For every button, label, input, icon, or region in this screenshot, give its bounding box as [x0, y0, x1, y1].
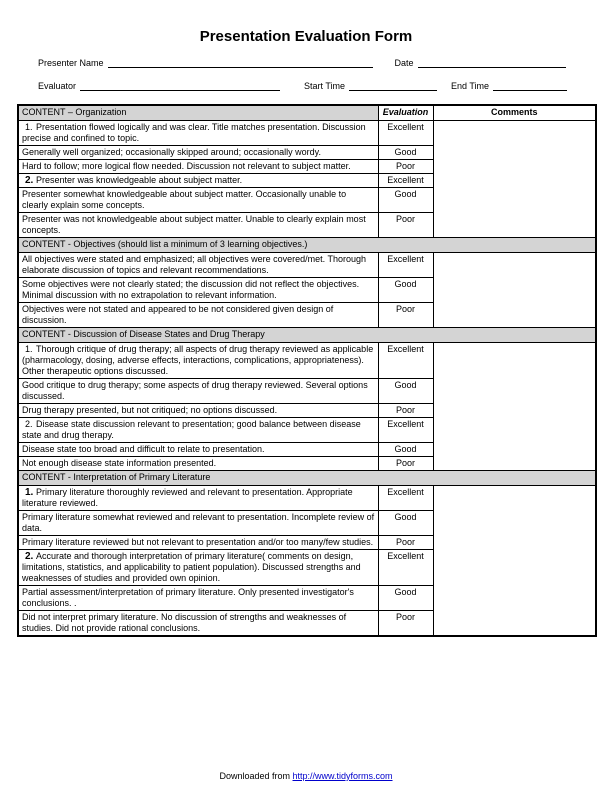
- criteria-text-cell: [18, 121, 378, 146]
- criteria-row: [18, 343, 596, 379]
- end-time-blank[interactable]: [493, 79, 567, 91]
- rating-cell[interactable]: Good: [378, 146, 433, 160]
- criteria-text-cell: [18, 611, 378, 637]
- rating-cell[interactable]: Poor: [378, 611, 433, 637]
- header-fields: [38, 56, 576, 91]
- rating-cell[interactable]: Poor: [378, 213, 433, 238]
- criteria-text: Disease state discussion relevant to presentation; good balance between disease state and drug therapy.: [22, 419, 361, 440]
- comments-cell[interactable]: [433, 253, 596, 328]
- section-header-row: [18, 238, 596, 253]
- criteria-text-cell: [18, 303, 378, 328]
- rating-cell[interactable]: Excellent: [378, 418, 433, 443]
- criteria-text: Presenter was not knowledgeable about subject matter. Unable to clearly explain most concepts.: [22, 214, 366, 235]
- comments-column-header: Comments: [433, 105, 596, 121]
- criteria-text-cell: [18, 278, 378, 303]
- criteria-number: 2.: [25, 175, 34, 186]
- comments-cell[interactable]: [433, 343, 596, 471]
- section-header: CONTENT – Organization: [18, 105, 378, 121]
- evaluation-table: [17, 104, 597, 637]
- rating-cell[interactable]: Good: [378, 586, 433, 611]
- criteria-text-cell: [18, 253, 378, 278]
- comments-cell[interactable]: [433, 121, 596, 238]
- criteria-text: Thorough critique of drug therapy; all aspects of drug therapy reviewed as applicable (pharmacology, dosing, adverse effects, interactions, complications, appropriateness). Other therapeutic options discussed.: [22, 344, 374, 376]
- criteria-text-cell: [18, 486, 378, 511]
- section-header: CONTENT - Discussion of Disease States and Drug Therapy: [18, 328, 596, 343]
- comments-cell[interactable]: [433, 486, 596, 637]
- section-header-row: [18, 105, 596, 121]
- rating-cell[interactable]: Poor: [378, 303, 433, 328]
- section-header-row: [18, 471, 596, 486]
- rating-cell[interactable]: Excellent: [378, 486, 433, 511]
- criteria-text: All objectives were stated and emphasized; all objectives were covered/met. Thorough elaborate discussion of topics and relevant recommendations.: [22, 254, 367, 275]
- criteria-row: [18, 121, 596, 146]
- rating-cell[interactable]: Poor: [378, 404, 433, 418]
- rating-cell[interactable]: Excellent: [378, 343, 433, 379]
- criteria-text: Disease state too broad and difficult to relate to presentation.: [22, 444, 265, 454]
- rating-cell[interactable]: Good: [378, 278, 433, 303]
- criteria-text-cell: [18, 457, 378, 471]
- criteria-text-cell: [18, 213, 378, 238]
- rating-cell[interactable]: Poor: [378, 457, 433, 471]
- start-time-label: Start Time: [304, 81, 346, 91]
- criteria-text-cell: [18, 443, 378, 457]
- section-header: CONTENT - Objectives (should list a minimum of 3 learning objectives.): [18, 238, 596, 253]
- criteria-number: 1.: [25, 487, 34, 498]
- criteria-text: Presentation flowed logically and was clear. Title matches presentation. Discussion precise and confined to topic.: [22, 122, 366, 143]
- evaluator-blank[interactable]: [80, 79, 280, 91]
- criteria-row: [18, 486, 596, 511]
- criteria-text: Good critique to drug therapy; some aspects of drug therapy reviewed. Several options discussed.: [22, 380, 368, 401]
- evaluation-column-header: Evaluation: [378, 105, 433, 121]
- criteria-text-cell: [18, 343, 378, 379]
- criteria-text: Presenter somewhat knowledgeable about subject matter. Occasionally unable to clearly explain some concepts.: [22, 189, 347, 210]
- criteria-text-cell: [18, 550, 378, 586]
- criteria-text-cell: [18, 511, 378, 536]
- form-title: Presentation Evaluation Form: [199, 28, 413, 45]
- criteria-number: 2.: [25, 551, 34, 562]
- rating-cell[interactable]: Good: [378, 188, 433, 213]
- start-time-blank[interactable]: [349, 79, 437, 91]
- evaluator-label: Evaluator: [38, 81, 77, 91]
- criteria-text: Primary literature thoroughly reviewed and relevant to presentation. Appropriate literature reviewed.: [22, 487, 353, 508]
- criteria-text-cell: [18, 188, 378, 213]
- criteria-text: Objectives were not stated and appeared to be not considered given design of discussion.: [22, 304, 334, 325]
- field-row-2: [38, 79, 576, 91]
- section-header-row: [18, 328, 596, 343]
- rating-cell[interactable]: Poor: [378, 536, 433, 550]
- rating-cell[interactable]: Good: [378, 379, 433, 404]
- rating-cell[interactable]: Excellent: [378, 121, 433, 146]
- presenter-name-label: Presenter Name: [38, 58, 104, 68]
- section-header: CONTENT - Interpretation of Primary Literature: [18, 471, 596, 486]
- criteria-text-cell: [18, 418, 378, 443]
- rating-cell[interactable]: Good: [378, 443, 433, 457]
- rating-cell[interactable]: Good: [378, 511, 433, 536]
- criteria-text-cell: [18, 536, 378, 550]
- presenter-name-blank[interactable]: [108, 56, 373, 68]
- date-label: Date: [394, 58, 414, 68]
- criteria-number: 1.: [25, 122, 33, 132]
- rating-cell[interactable]: Excellent: [378, 550, 433, 586]
- footer-prefix: Downloaded from: [219, 771, 293, 781]
- criteria-text: Not enough disease state information presented.: [22, 458, 217, 468]
- criteria-text: Presenter was knowledgeable about subject matter.: [36, 175, 243, 185]
- evaluation-table-body: [18, 105, 596, 636]
- rating-cell[interactable]: Poor: [378, 160, 433, 174]
- criteria-text-cell: [18, 160, 378, 174]
- criteria-text-cell: [18, 379, 378, 404]
- field-row-1: [38, 56, 576, 68]
- rating-cell[interactable]: Excellent: [378, 174, 433, 188]
- criteria-text: Did not interpret primary literature. No discussion of strengths and weaknesses of studies. Did not provide rational conclusions.: [22, 612, 347, 633]
- criteria-row: [18, 253, 596, 278]
- criteria-text: Partial assessment/interpretation of primary literature. Only presented investigator's conclusions. .: [22, 587, 354, 608]
- criteria-text-cell: [18, 586, 378, 611]
- criteria-text: Primary literature somewhat reviewed and relevant to presentation. Incomplete review of data.: [22, 512, 375, 533]
- criteria-number: 2.: [25, 419, 33, 429]
- date-blank[interactable]: [418, 56, 566, 68]
- criteria-text-cell: [18, 174, 378, 188]
- rating-cell[interactable]: Excellent: [378, 253, 433, 278]
- criteria-text: Hard to follow; more logical flow needed. Discussion not relevant to subject matter.: [22, 161, 351, 171]
- criteria-text: Primary literature reviewed but not relevant to presentation and/or too many/few studies.: [22, 537, 374, 547]
- criteria-text-cell: [18, 404, 378, 418]
- footer-link[interactable]: http://www.tidyforms.com: [292, 771, 393, 781]
- criteria-text: Generally well organized; occasionally skipped around; occasionally wordy.: [22, 147, 321, 157]
- criteria-number: 1.: [25, 344, 33, 354]
- criteria-text: Accurate and thorough interpretation of primary literature( comments on design, limitations, statistics, and applicability to patient population). Discussed strengths and weaknesses of studies and provided own opinion.: [22, 551, 361, 583]
- criteria-text-cell: [18, 146, 378, 160]
- end-time-label: End Time: [451, 81, 490, 91]
- footer-text: [0, 771, 612, 781]
- criteria-text: Drug therapy presented, but not critiqued; no options discussed.: [22, 405, 278, 415]
- criteria-text: Some objectives were not clearly stated; the discussion did not reflect the objectives. Minimal discussion with no extrapolation to relevant information.: [22, 279, 360, 300]
